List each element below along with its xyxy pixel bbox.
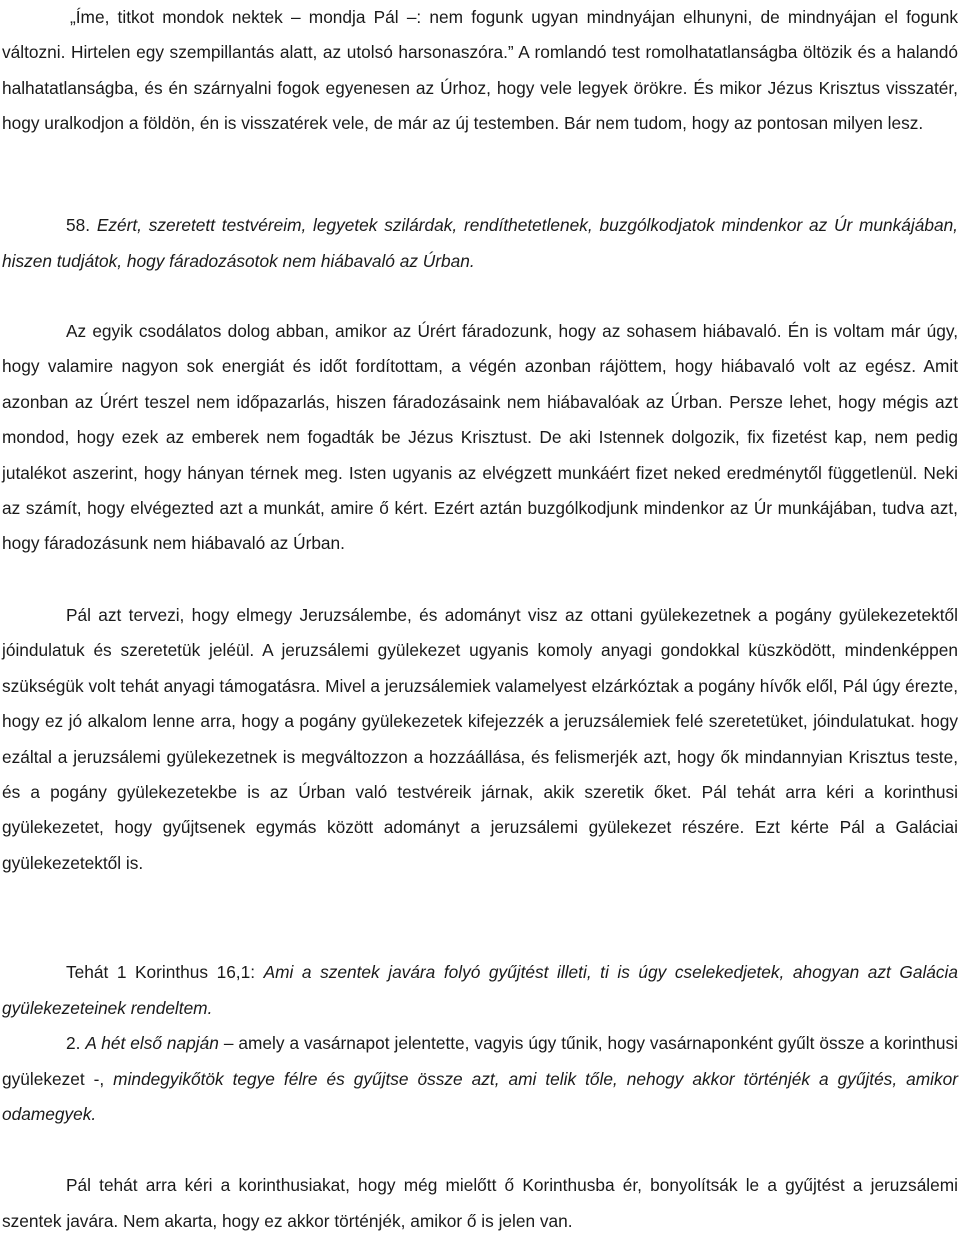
- paragraph-text: Pál tehát arra kéri a korinthusiakat, hogy még mielőtt ő Korinthusba ér, bonyolítsák le a gyűjtést a jeruzsálemi szentek javára. Nem akarta, hogy ez akkor történjék, amikor ő is jelen van.: [2, 1175, 958, 1231]
- paragraph-jerusalem-offering: [2, 598, 958, 881]
- verse-quote-a: A hét első napján: [85, 1033, 219, 1053]
- verse-quote: Ezért, szeretett testvéreim, legyetek szilárdak, rendíthetetlenek, buzgólkodjatok mindenkor az Úr munkájában, hiszen tudjátok, hogy fáradozásotok nem hiábavaló az Úrban.: [2, 215, 958, 271]
- paragraph-text: Pál azt tervezi, hogy elmegy Jeruzsálembe, és adományt visz az ottani gyülekezetnek a pogány gyülekezetektől jóindulatuk és szeretetük jeléül. A jeruzsálemi gyülekezet ugyanis komoly anyagi gondokkal küszködött, mindenképpen szükségük volt tehát anyagi támogatásra. Mivel a jeruzsálemiek valamelyest elzárkóztak a pogány hívők elől, Pál úgy érezte, hogy ez jó alkalom lenne arra, hogy a pogány gyülekezetek kifejezzék a jeruzsálemiek felé szeretetüket, jóindulatukat. hogy ezáltal a jeruzsálemi gyülekezetnek is megváltozzon a hozzáállása, és felismerjék azt, hogy ők mindannyian Krisztus teste, és a pogány gyülekezetekbe is az Úrban való testvéreik járnak, akik szeretik őket. Pál tehát arra kéri a korinthusi gyülekezetet, hogy gyűjtsenek egymás között adományt a jeruzsálemi gyülekezet részére. Ezt kérte Pál a Galáciai gyülekezetektől is.: [2, 605, 958, 873]
- paragraph-collection-request: [2, 1168, 958, 1239]
- paragraph-verse-58: [2, 208, 958, 279]
- paragraph-corinthians-16-1: [2, 955, 958, 1026]
- verse-quote: Ami a szentek javára folyó gyűjtést illeti, ti is úgy cselekedjetek, ahogyan azt Galácia gyülekezeteinek rendeltem.: [2, 962, 959, 1018]
- verse-quote-b: mindegyikőtök tegye félre és gyűjtse össze azt, ami telik tőle, nehogy akkor történjék a gyűjtés, amikor odamegyek.: [2, 1068, 958, 1124]
- paragraph-not-in-vain: [2, 314, 958, 562]
- paragraph-verse-2: [2, 1026, 958, 1133]
- commentary-text: – amely a vasárnapot jelentette, vagyis úgy tűnik, hogy vasárnaponként gyűlt össze a korinthusi gyülekezet -,: [2, 1033, 958, 1089]
- verse-number: 2.: [66, 1033, 81, 1053]
- paragraph-resurrection: [2, 0, 958, 141]
- paragraph-text: Az egyik csodálatos dolog abban, amikor az Úrért fáradozunk, hogy az sohasem hiábavaló. Én is voltam már úgy, hogy valamire nagyon sok energiát és időt fordítottam, a végén azonban rájöttem, hogy hiábavaló volt az egész. Amit azonban az Úrért teszel nem időpazarlás, hiszen fáradozásaink nem hiábavalóak az Úrban. Persze lehet, hogy mégis azt mondod, hogy ezek az emberek nem fogadták be Jézus Krisztust. De aki Istennek dolgozik, fix fizetést kap, nem pedig jutalékot aszerint, hogy hányan térnek meg. Isten ugyanis az elvégzett munkáért fizet neked eredménytől függetlenül. Neki az számít, hogy elvégezted azt a munkát, amire ő kért. Ezért aztán buzgólkodjunk mindenkor az Úr munkájában, tudva azt, hogy fáradozásunk nem hiábavaló az Úrban.: [2, 321, 958, 554]
- verse-number: 58.: [66, 215, 91, 235]
- reference-text: Tehát 1 Korinthus 16,1:: [66, 962, 256, 982]
- paragraph-text: „Íme, titkot mondok nektek – mondja Pál –: nem fogunk ugyan mindnyájan elhunyni, de mindnyájan el fogunk változni. Hirtelen egy szempillantás alatt, az utolsó harsonaszóra.” A romlandó test romolhatatlanságba öltözik és a halandó halhatatlanságba, és én szárnyalni fogok egyenesen az Úrhoz, hogy vele legyek örökre. És mikor Jézus Krisztus visszatér, hogy uralkodjon a földön, én is visszatérek vele, de már az új testemben. Bár nem tudom, hogy az pontosan milyen lesz.: [2, 7, 958, 133]
